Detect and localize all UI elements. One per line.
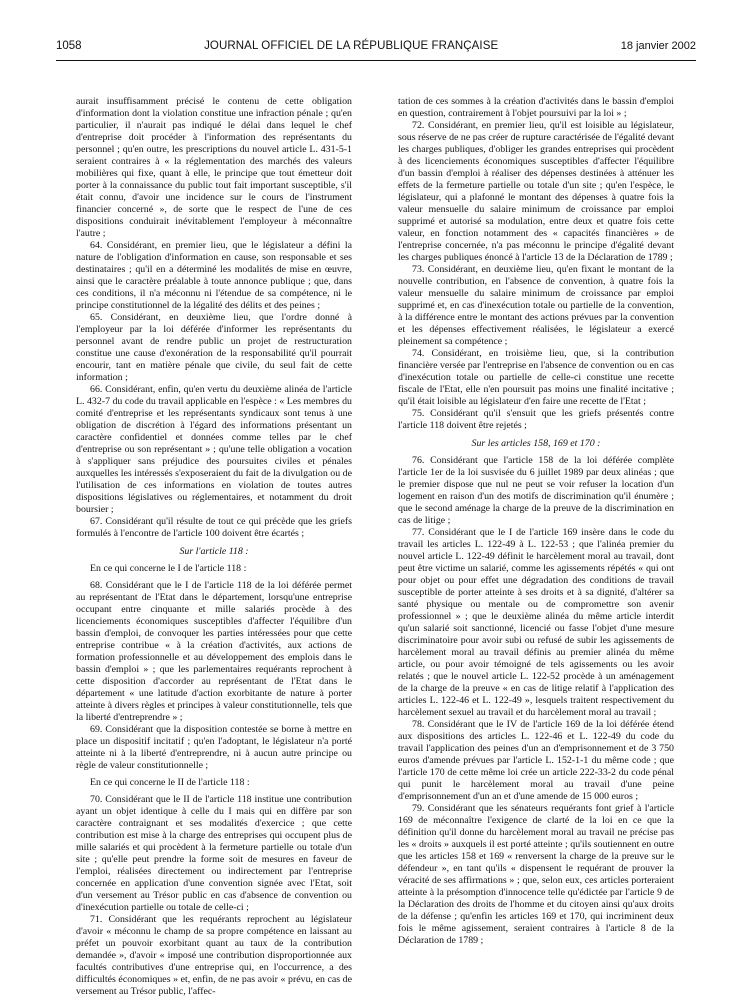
page-header xyxy=(56,40,696,60)
paragraph-77: 77. Considérant que le I de l'article 169 insère dans le code du travail les articles L. 122-49 à L. 122-53 ; que l'alinéa premier du nouvel article L. 122-49 définit le harcèlement moral au travail, dont peut être victime un salarié, comme les agissements répétés « qui ont pour objet ou pour effet une dégradation des conditions de travail susceptible de porter atteinte à ses droits et à sa dignité, d'altérer sa santé physique ou mentale ou de compromettre son avenir professionnel » ; que le deuxième alinéa du même article interdit qu'un salarié soit sanctionné, licencié ou fasse l'objet d'une mesure discriminatoire pour avoir subi ou refusé de subir les agissements de harcèlement moral au travail définis au premier alinéa du même article, ou pour avoir témoigné de tels agissements ou les avoir relatés ; que le nouvel article L. 122-52 procède à un aménagement de la charge de la preuve « en cas de litige relatif à l'application des articles L. 122-46 et L. 122-49 », lesquels traitent respectivement du harcèlement sexuel au travail et du harcèlement moral au travail ; xyxy=(398,527,674,718)
section-heading-article-118: Sur l'article 118 : xyxy=(179,546,249,557)
section-heading-articles-158-169-170: Sur les articles 158, 169 et 170 : xyxy=(471,438,601,449)
paragraph-79: 79. Considérant que les sénateurs requérants font grief à l'article 169 de méconnaître l'exigence de clarté de la loi en ce que la définition qu'il donne du harcèlement moral au travail ne précise pas les « droits » auxquels il est porté atteinte ; qu'ils soutiennent en outre que les articles 158 et 169 « renversent la charge de la preuve sur le défendeur », en tant qu'ils « dispensent le requérant de prouver la véracité de ses affirmations » ; que, selon eux, ces articles porteraient atteinte à la présomption d'innocence telle qu'édictée par l'article 9 de la Déclaration des droits de l'homme et du citoyen ainsi qu'aux droits de la défense ; qu'enfin les articles 169 et 170, qui incriminent deux fois le même agissement, seraient contraires à l'article 8 de la Déclaration de 1789 ; xyxy=(398,803,674,946)
paragraph-78: 78. Considérant que le IV de l'article 169 de la loi déférée étend aux dispositions des articles L. 122-46 et L. 122-49 du code du travail l'application des peines d'un an d'emprisonnement et de 3 750 euros d'amende prévues par l'article L. 152-1-1 du même code ; que l'article 170 de cette même loi crée un article 222-33-2 du code pénal qui punit le harcèlement moral au travail d'une peine d'emprisonnement d'un an et d'une amende de 15 000 euros ; xyxy=(398,719,674,802)
journal-title: JOURNAL OFFICIEL DE LA RÉPUBLIQUE FRANÇAISE xyxy=(204,40,499,52)
right-column xyxy=(398,96,674,947)
paragraph-73: 73. Considérant, en deuxième lieu, qu'en fixant le montant de la nouvelle contribution, en l'absence de convention, à quatre fois la valeur mensuelle du salaire minimum de croissance par emploi supprimé et, en cas d'inexécution totale ou partielle de la convention, à la différence entre le montant des actions prévues par la convention et les dépenses effectivement réalisées, le législateur a exercé pleinement sa compétence ; xyxy=(398,264,674,347)
paragraph-74: 74. Considérant, en troisième lieu, que, si la contribution financière versée par l'entreprise en l'absence de convention ou en cas d'inexécution totale ou partielle de celle-ci constitue une recette fiscale de l'Etat, elle n'en poursuit pas moins une finalité incitative ; qu'il était loisible au législateur d'en faire une recette de l'Etat ; xyxy=(398,348,674,407)
header-rule xyxy=(56,60,696,61)
left-column xyxy=(76,96,352,998)
paragraph-intro: aurait insuffisamment précisé le contenu de cette obligation d'information dont la violation constitue une infraction pénale ; qu'en particulier, il n'aurait pas indiqué le délai dans lequel le chef d'entreprise doit procéder à l'information des représentants du personnel ; qu'en outre, les prescriptions du nouvel article L. 431-5-1 seraient contraires à « la réglementation des marchés des valeurs mobilières qui fixe, quant à elle, le principe que tout émetteur doit porter à la connaissance du public tout fait important susceptible, s'il était connu, d'avoir une incidence sur le cours de l'instrument financier concerné », de sorte que le respect de l'une de ces dispositions conduirait inévitablement l'employeur à méconnaître l'autre ; xyxy=(76,96,352,239)
subheading-118-II: En ce qui concerne le II de l'article 118 : xyxy=(90,777,250,788)
subheading-118-I: En ce qui concerne le I de l'article 118 : xyxy=(90,563,247,574)
paragraph-71-continued: tation de ces sommes à la création d'activités dans le bassin d'emploi en question, contrairement à l'objet poursuivi par la loi » ; xyxy=(398,96,674,119)
paragraph-66: 66. Considérant, enfin, qu'en vertu du deuxième alinéa de l'article L. 432-7 du code du travail applicable en l'espèce : « Les membres du comité d'entreprise et les représentants syndicaux sont tenus à une obligation de discrétion à l'égard des informations présentant un caractère confidentiel et données comme telles par le chef d'entreprise ou son représentant » ; qu'une telle obligation a vocation à s'appliquer sans préjudice des poursuites civiles et pénales auxquelles les intéressés s'exposeraient du fait de la divulgation ou de l'utilisation de ces informations en violation de toutes autres dispositions législatives ou réglementaires, et notamment du droit boursier ; xyxy=(76,384,352,515)
paragraph-69: 69. Considérant que la disposition contestée se borne à mettre en place un dispositif incitatif ; qu'en l'adoptant, le législateur n'a porté atteinte ni à la liberté d'entreprendre, ni à aucun autre principe ou règle de valeur constitutionnelle ; xyxy=(76,724,352,771)
paragraph-70: 70. Considérant que le II de l'article 118 institue une contribution ayant un objet identique à celle du I mais qui en diffère par son caractère contraignant et ses modalités d'exercice ; que cette contribution est mise à la charge des entreprises qui occupent plus de mille salariés et qui procèdent à la fermeture partielle ou totale d'un site ; qu'elle peut prendre la forme soit de mesures en faveur de l'emploi, réalisées directement ou indirectement par l'entreprise concernée en application d'une convention signée avec l'Etat, soit d'un versement au Trésor public en cas d'absence de convention ou d'inexécution partielle ou totale de celle-ci ; xyxy=(76,794,352,913)
paragraph-75: 75. Considérant qu'il s'ensuit que les griefs présentés contre l'article 118 doivent être rejetés ; xyxy=(398,408,674,431)
paragraph-68: 68. Considérant que le I de l'article 118 de la loi déférée permet au représentant de l'Etat dans le département, lorsqu'une entreprise occupant entre cinquante et mille salariés procède à des licenciements économiques susceptibles d'affecter l'équilibre d'un bassin d'emploi, de convoquer les parties intéressées pour que cette entreprise contribue « à la création d'activités, aux actions de formation professionnelle et au développement des emplois dans le bassin d'emploi » ; que les parlementaires requérants reprochent à cette disposition d'accorder au représentant de l'Etat dans le département « une latitude d'action exorbitante de nature à porter atteinte à divers règles et principes à valeur constitutionnelle, tels que la liberté d'entreprendre » ; xyxy=(76,580,352,723)
paragraph-71: 71. Considérant que les requérants reprochent au législateur d'avoir « méconnu le champ de sa propre compétence en laissant au préfet un pouvoir exorbitant quant au taux de la contribution demandée », d'avoir « imposé une contribution disproportionnée aux facultés contributives d'une entreprise qui, en l'occurrence, a des difficultés économiques » et, enfin, de ne pas avoir « prévu, en cas de versement au Trésor public, l'affec- xyxy=(76,914,352,997)
paragraph-76: 76. Considérant que l'article 158 de la loi déférée complète l'article 1er de la loi susvisée du 6 juillet 1989 par deux alinéas ; que le premier dispose que nul ne peut se voir refuser la location d'un logement en raison d'un des motifs de discrimination qu'il énumère ; que le second aménage la charge de la preuve de la discrimination en cas de litige ; xyxy=(398,455,674,526)
paragraph-72: 72. Considérant, en premier lieu, qu'il est loisible au législateur, sous réserve de ne pas créer de rupture caractérisée de l'égalité devant les charges publiques, d'obliger les grandes entreprises qui procèdent à des licenciements économiques susceptibles d'affecter l'équilibre d'un bassin d'emploi à réaliser des dépenses destinées à atténuer les effets de la fermeture partielle ou totale d'un site ; qu'en l'espèce, le législateur, qui a plafonné le montant des dépenses à quatre fois la valeur mensuelle du salaire minimum de croissance par emploi supprimé et autorisé sa modulation, entre deux et quatre fois cette valeur, en fonction notamment des « capacités financières » de l'entreprise concernée, n'a pas méconnu le principe d'égalité devant les charges publiques énoncé à l'article 13 de la Déclaration de 1789 ; xyxy=(398,120,674,263)
publication-date: 18 janvier 2002 xyxy=(620,40,696,52)
page-number: 1058 xyxy=(56,40,82,52)
paragraph-64: 64. Considérant, en premier lieu, que le législateur a défini la nature de l'obligation d'information en cause, son responsable et ses destinataires ; qu'il en a déterminé les modalités de mise en œuvre, ainsi que le caractère préalable à toute annonce publique ; que, dans ces conditions, il n'a méconnu ni l'étendue de sa compétence, ni le principe constitutionnel de la légalité des délits et des peines ; xyxy=(76,240,352,311)
paragraph-67: 67. Considérant qu'il résulte de tout ce qui précède que les griefs formulés à l'encontre de l'article 100 doivent être écartés ; xyxy=(76,516,352,539)
paragraph-65: 65. Considérant, en deuxième lieu, que l'ordre donné à l'employeur par la loi déférée d'informer les représentants du personnel avant de rendre public un projet de restructuration constitue une cause d'exonération de la responsabilité qu'il pourrait encourir, tant en matière pénale que civile, du seul fait de cette information ; xyxy=(76,312,352,383)
